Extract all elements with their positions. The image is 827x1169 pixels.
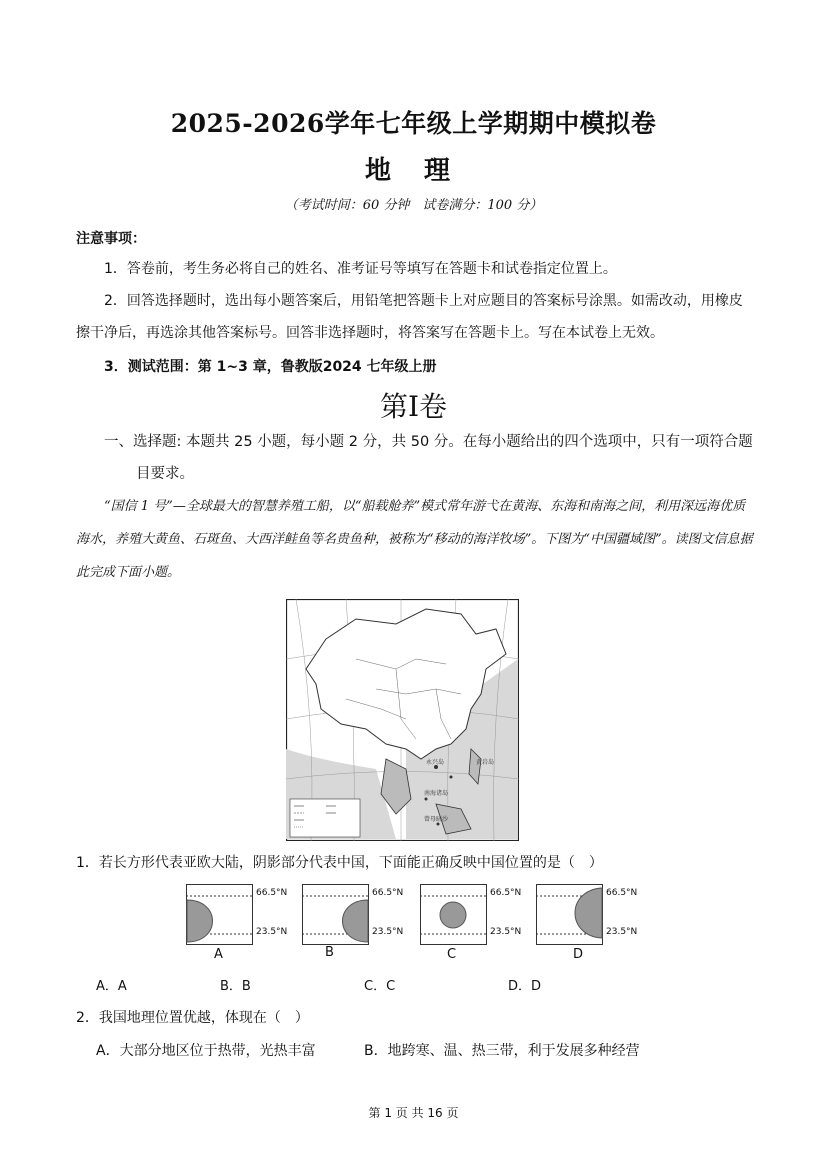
map-label: 南海诸岛 bbox=[424, 790, 449, 797]
diagram-option-b bbox=[302, 884, 422, 946]
paper-title: 2025-2026学年七年级上学期期中模拟卷 bbox=[170, 109, 657, 138]
lat-label: 66.5°N bbox=[256, 888, 288, 898]
lat-label: 66.5°N bbox=[606, 888, 638, 898]
diagram-option-d bbox=[536, 884, 656, 946]
exam-info: （考试时间：60 分钟 试卷满分：100 分） bbox=[284, 198, 543, 213]
diagram-label: C bbox=[447, 947, 457, 962]
diagram-d-svg bbox=[536, 884, 656, 946]
map-svg bbox=[286, 599, 519, 841]
diagram-label: A bbox=[214, 947, 223, 962]
map-label: 曾母暗沙 bbox=[424, 816, 449, 823]
diagram-a-svg bbox=[186, 884, 306, 946]
lat-label: 23.5°N bbox=[256, 927, 288, 937]
option-b: B．地跨寒、温、热三带，利于发展多种经营 bbox=[364, 1043, 640, 1059]
diagram-label: B bbox=[325, 945, 334, 960]
option-b: B．B bbox=[220, 979, 251, 994]
notice-item: 2．回答选择题时，选出每小题答案后，用铅笔把答题卡上对应题目的答案标号涂黑。如需改动，用橡皮擦干净后，再选涂其他答案标号。回答非选择题时，将答案写在答题卡上。写在本试卷上无效。 bbox=[76, 293, 743, 341]
subject-title: 地 理 bbox=[364, 156, 463, 186]
option-a: A．大部分地区位于热带，光热丰富 bbox=[96, 1043, 316, 1059]
lat-label: 23.5°N bbox=[372, 927, 404, 937]
lat-label: 23.5°N bbox=[606, 927, 638, 937]
map-label: 黄岩岛 bbox=[476, 759, 495, 766]
lat-label: 23.5°N bbox=[490, 927, 522, 937]
diagram-option-a bbox=[186, 884, 306, 946]
question-stem: 1．若长方形代表亚欧大陆，阴影部分代表中国，下面能正确反映中国位置的是（ ） bbox=[76, 855, 603, 871]
reading-passage: “国信 1 号”—全球最大的智慧养殖工船，以“船载舱养”模式常年游弋在黄海、东海和南海之间，利用深远海优质海水，养殖大黄鱼、石斑鱼、大西洋鲑鱼等名贵鱼种，被称为“移动的海洋牧场”。下图为“中国疆域图”。读图文信息据此完成下面小题。 bbox=[76, 499, 753, 580]
option-a: A．A bbox=[96, 979, 127, 994]
china-territory-map bbox=[286, 599, 519, 841]
notice-heading: 注意事项： bbox=[76, 231, 146, 247]
diagram-label: D bbox=[573, 947, 584, 962]
notice-item: 3．测试范围：第 1~3 章，鲁教版2024 七年级上册 bbox=[104, 359, 437, 375]
diagram-b-svg bbox=[302, 884, 422, 946]
map-label: 永兴岛 bbox=[426, 759, 445, 766]
option-c: C．C bbox=[364, 979, 396, 994]
section-heading-text: 一、选择题: 本题共 25 小题，每小题 2 分，共 50 分。在每小题给出的四个选项中，只有一项符合题目要求。 bbox=[104, 434, 753, 482]
section-heading bbox=[104, 426, 760, 490]
question-stem: 2．我国地理位置优越，体现在（ ） bbox=[76, 1010, 309, 1026]
diagram-option-c bbox=[420, 884, 540, 946]
part-title: 第Ⅰ卷 bbox=[379, 390, 448, 423]
diagram-c-svg bbox=[420, 884, 540, 946]
page-footer: 第 1 页 共 16 页 bbox=[368, 1106, 459, 1120]
option-d: D．D bbox=[508, 979, 542, 994]
lat-label: 66.5°N bbox=[490, 888, 522, 898]
notice-item: 1．答卷前，考生务必将自己的姓名、准考证号等填写在答题卡和试卷指定位置上。 bbox=[104, 261, 617, 277]
lat-label: 66.5°N bbox=[372, 888, 404, 898]
